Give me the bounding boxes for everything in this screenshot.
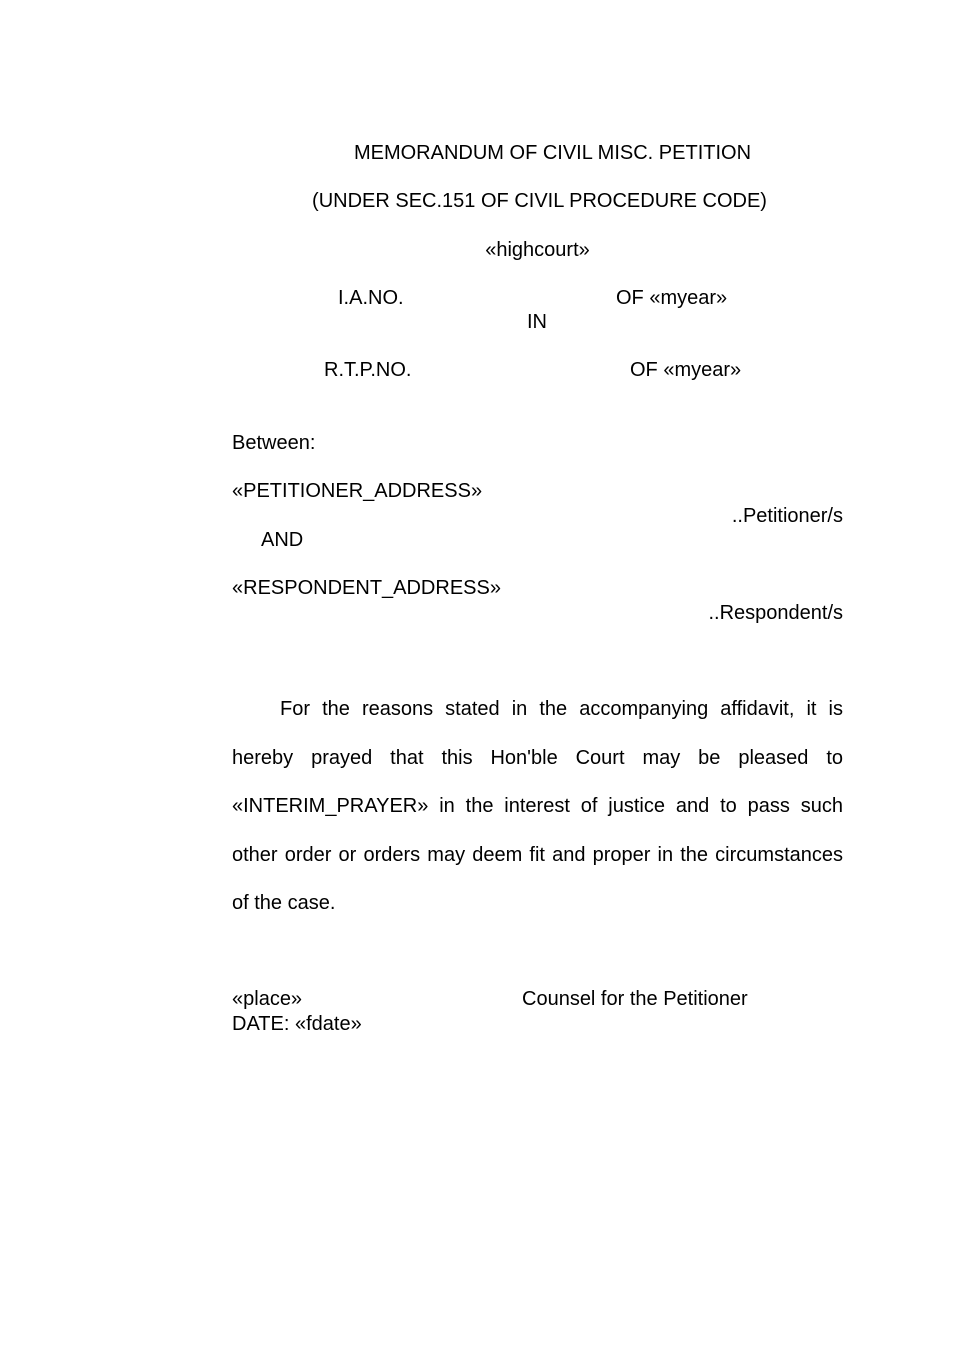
place-placeholder: «place» xyxy=(232,988,303,1010)
rtp-number-label: R.T.P.NO. xyxy=(324,359,412,381)
court-placeholder: «highcourt» xyxy=(485,239,590,261)
rtp-year: OF «myear» xyxy=(630,359,742,381)
respondent-address: «RESPONDENT_ADDRESS» xyxy=(232,577,501,599)
ia-year: OF «myear» xyxy=(616,287,728,309)
in-label: IN xyxy=(527,311,547,333)
petitioner-address: «PETITIONER_ADDRESS» xyxy=(232,480,483,502)
and-label: AND xyxy=(261,529,304,551)
prayer-paragraph xyxy=(232,685,843,928)
between-label: Between: xyxy=(232,432,316,454)
document-subtitle: (UNDER SEC.151 OF CIVIL PROCEDURE CODE) xyxy=(312,190,767,212)
date-placeholder: DATE: «fdate» xyxy=(232,1013,362,1035)
counsel-signature-label: Counsel for the Petitioner xyxy=(522,988,748,1010)
prayer-text: For the reasons stated in the accompanying affidavit, it is hereby prayed that this Hon'ble Court may be pleased to «INTERIM_PRAYER» in the interest of justice and to pass such other order or orders may deem fit and proper in the circumstances of the case. xyxy=(232,698,843,914)
respondent-role: ..Respondent/s xyxy=(708,602,843,624)
petitioner-role: ..Petitioner/s xyxy=(731,505,843,527)
ia-number-label: I.A.NO. xyxy=(338,287,404,309)
document-title: MEMORANDUM OF CIVIL MISC. PETITION xyxy=(353,142,752,164)
